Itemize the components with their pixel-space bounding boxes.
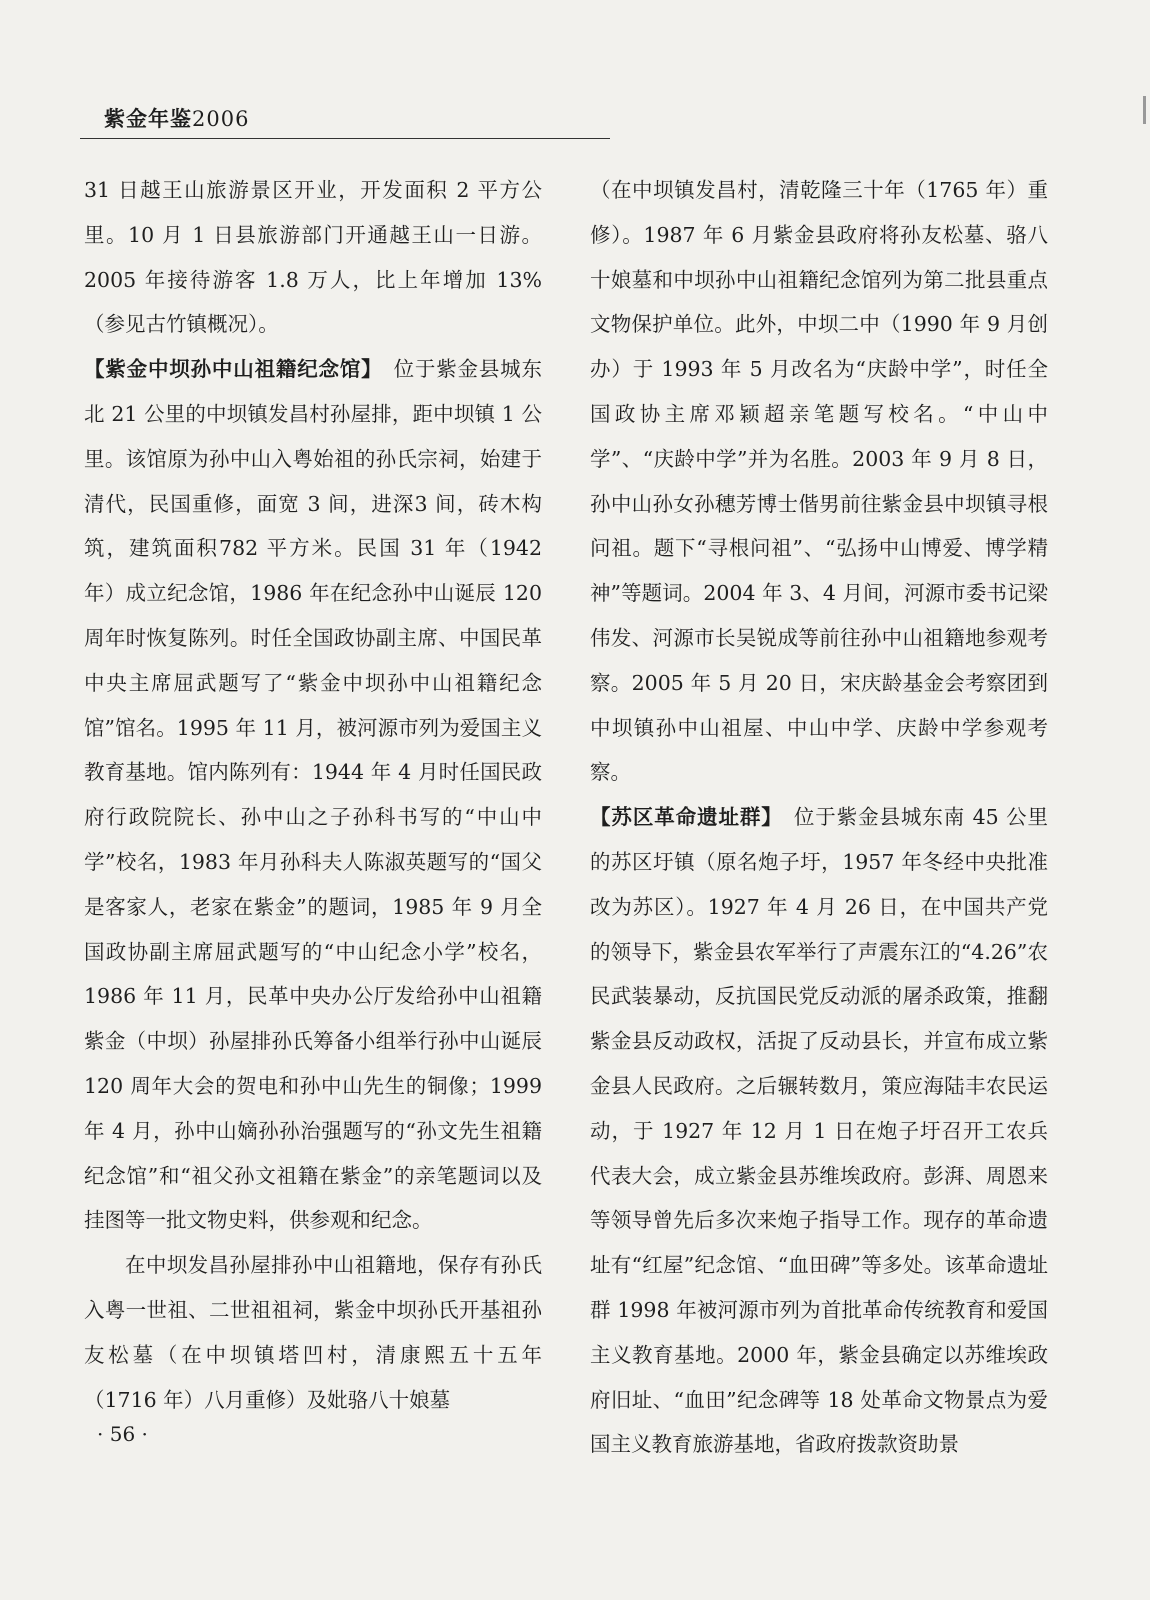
entry-title-soviet: 【苏区革命遗址群】 xyxy=(590,805,773,830)
page-number: · 56 · xyxy=(97,1422,148,1446)
yearbook-year: 2006 xyxy=(192,107,250,131)
right-column xyxy=(590,168,1048,1467)
entry-soviet-revolution-sites xyxy=(590,795,1048,1467)
scan-edge-mark xyxy=(1143,96,1146,124)
header-rule xyxy=(80,138,610,139)
paragraph-tourism: 31 日越王山旅游景区开业，开发面积 2 平方公里。10 月 1 日县旅游部门开通越王山一日游。2005 年接待游客 1.8 万人，比上年增加 13%（参见古竹镇概况）。 xyxy=(84,178,542,337)
paragraph-ancestral-site: 在中坝发昌孙屋排孙中山祖籍地，保存有孙氏入粤一世祖、二世祖祖祠，紫金中坝孙氏开基祖孙友松墓（在中坝镇塔凹村，清康熙五十五年（1716 年）八月重修）及妣骆八十娘墓 xyxy=(84,1253,542,1412)
left-column xyxy=(84,168,542,1422)
yearbook-title: 紫金年鉴 xyxy=(104,107,192,131)
entry-sun-yatsen-memorial xyxy=(84,347,542,1243)
entry-body-soviet: 位于紫金县城东南 45 公里的苏区圩镇（原名炮子圩，1957 年冬经中央批准改为苏区）。1927 年 4 月 26 日，在中国共产党的领导下，紫金县农军举行了声震东江的“4.26”农民武装暴动，反抗国民党反动派的屠杀政策，推翻紫金县反动政权，活捉了反动县长，并宣布成立紫金县人民政府。之后辗转数月，策应海陆丰农民运动，于 1927 年 12 月 1 日在炮子圩召开工农兵代表大会，成立紫金县苏维埃政府。彭湃、周恩来等领导曾先后多次来炮子指导工作。现存的革命遗址有“红屋”纪念馆、“血田碑”等多处。该革命遗址群 1998 年被河源市列为首批革命传统教育和爱国主义教育基地。2000 年，紫金县确定以苏维埃政府旧址、“血田”纪念碑等 18 处革命文物景点为爱国主义教育旅游基地，省政府拨款资助景 xyxy=(590,805,1048,1457)
running-header xyxy=(104,103,249,133)
entry-title-memorial: 【紫金中坝孙中山祖籍纪念馆】 xyxy=(84,357,373,382)
paragraph-continued: （在中坝镇发昌村，清乾隆三十年（1765 年）重修）。1987 年 6 月紫金县政府将孙友松墓、骆八十娘墓和中坝孙中山祖籍纪念馆列为第二批县重点文物保护单位。此外，中坝二中（1990 年 9 月创办）于 1993 年 5 月改名为“庆龄中学”，时任全国政协主席邓颖超亲笔题写校名。“中山中学”、“庆龄中学”并为名胜。2003 年 9 月 8 日，孙中山孙女孙穗芳博士偕男前往紫金县中坝镇寻根问祖。题下“寻根问祖”、“弘扬中山博爱、博学精神”等题词。2004 年 3、4 月间，河源市委书记梁伟发、河源市长吴锐成等前往孙中山祖籍地参观考察。2005 年 5 月 20 日，宋庆龄基金会考察团到中坝镇孙中山祖屋、中山中学、庆龄中学参观考察。 xyxy=(590,178,1048,785)
entry-body-memorial: 位于紫金县城东北 21 公里的中坝镇发昌村孙屋排，距中坝镇 1 公里。该馆原为孙中山入粤始祖的孙氏宗祠，始建于清代，民国重修，面宽 3 间，进深3 间，砖木构筑，建筑面积782 平方米。民国 31 年（1942 年）成立纪念馆，1986 年在纪念孙中山诞辰 120 周年时恢复陈列。时任全国政协副主席、中国民革中央主席屈武题写了“紫金中坝孙中山祖籍纪念馆”馆名。1995 年 11 月，被河源市列为爱国主义教育基地。馆内陈列有：1944 年 4 月时任国民政府行政院院长、孙中山之子孙科书写的“中山中学”校名，1983 年月孙科夫人陈淑英题写的“国父是客家人，老家在紫金”的题词，1985 年 9 月全国政协副主席屈武题写的“中山纪念小学”校名，1986 年 11 月，民革中央办公厅发给孙中山祖籍紫金（中坝）孙屋排孙氏筹备小组举行孙中山诞辰 120 周年大会的贺电和孙中山先生的铜像；1999 年 4 月，孙中山嫡孙孙治强题写的“孙文先生祖籍纪念馆”和“祖父孙文祖籍在紫金”的亲笔题词以及挂图等一批文物史料，供参观和纪念。 xyxy=(84,357,542,1233)
